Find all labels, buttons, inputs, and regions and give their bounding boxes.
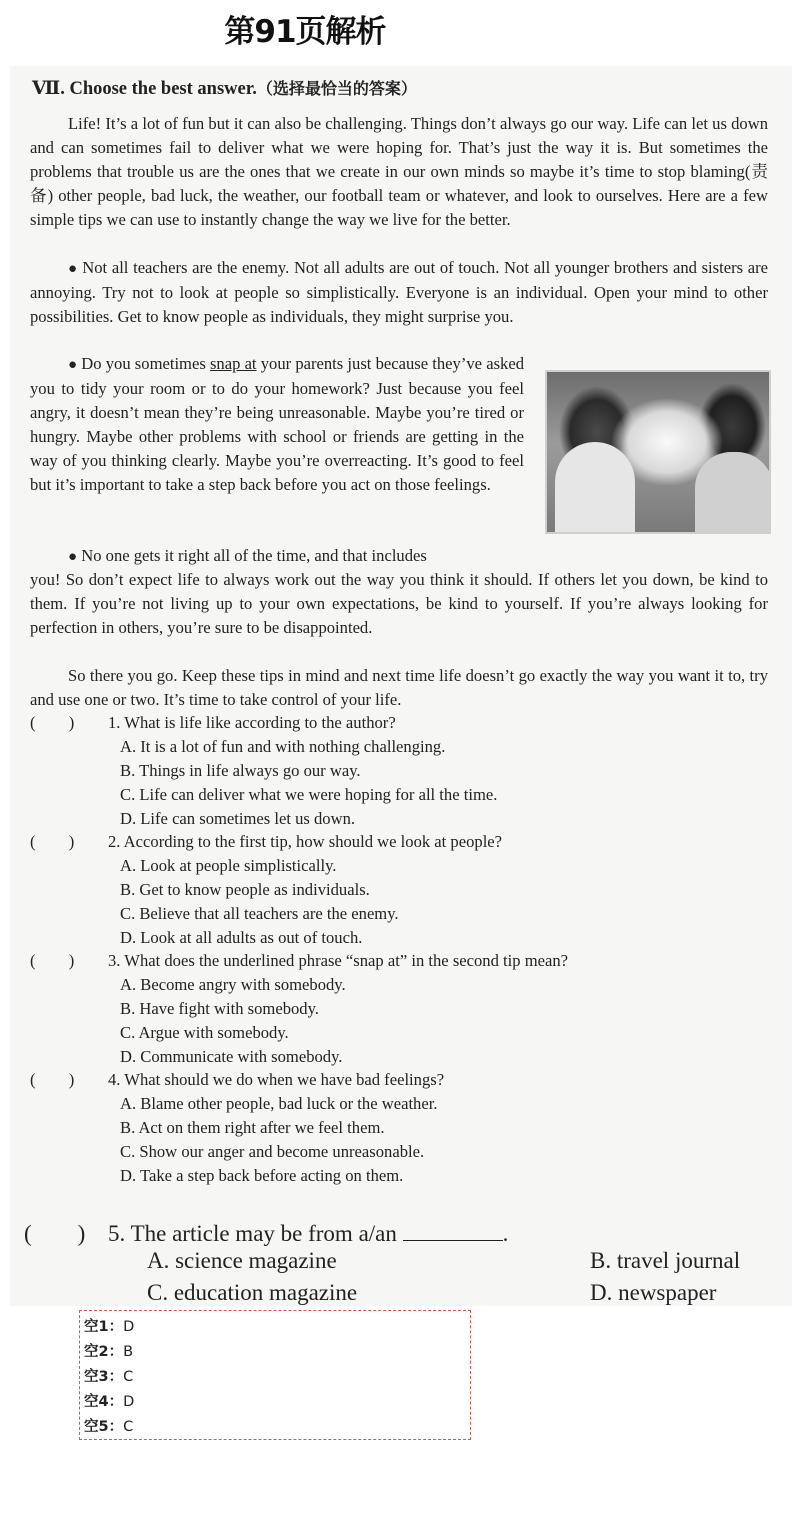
question-4: ( ) 4. What should we do when we have bad feelings? — [30, 1068, 444, 1092]
passage-paragraph-4: you! So don’t expect life to always work out the way you think it should. If others let you down, be kind to them. If you’re not living up to your own expectations, be kind to yourself. If you’re always looking for perfection in others, you’re sure to be disappointed. — [30, 570, 768, 637]
answer-row: 空2：B — [84, 1344, 134, 1360]
option-2c: C. Believe that all teachers are the enemy. — [120, 904, 399, 923]
option-4d: D. Take a step back before acting on them. — [120, 1166, 404, 1185]
section-heading-cn: （选择最恰当的答案） — [256, 79, 417, 98]
answer-row: 空4：D — [84, 1394, 135, 1410]
option-2a: A. Look at people simplistically. — [120, 856, 337, 875]
option-1a: A. It is a lot of fun and with nothing challenging. — [120, 737, 446, 756]
section-heading — [32, 76, 417, 100]
section-heading-en: Ⅶ. Choose the best answer. — [32, 79, 257, 99]
option-1d: D. Life can sometimes let us down. — [120, 809, 356, 828]
option-3b: B. Have fight with somebody. — [120, 999, 319, 1018]
option-1c: C. Life can deliver what we were hoping for all the time. — [120, 785, 498, 804]
option-1b: B. Things in life always go our way. — [120, 761, 361, 780]
passage-paragraph-4-first-line: ● No one gets it right all of the time, and that includes — [68, 546, 427, 565]
passage-paragraph-3: ● Do you sometimes snap at your parents just because they’ve asked you to tidy your room or to do your homework? Just because you feel angry, it doesn’t mean they’re being unreasonable. Maybe you’re tired or hungry. Maybe other problems with school or friends are getting in the way of you thinking clearly. Maybe you’re overreacting. It’s good to feel but it’s important to take a step back before you act on those feelings. — [30, 354, 524, 494]
person-left — [555, 442, 635, 534]
fill-in-blank — [403, 1222, 503, 1241]
bullet-icon: ● — [68, 357, 78, 373]
answer-row: 空1：D — [84, 1319, 135, 1335]
answer-bracket: ( ) — [30, 1070, 75, 1089]
question-1: ( ) 1. What is life like according to the author? — [30, 711, 396, 735]
passage-paragraph-5: So there you go. Keep these tips in mind and next time life doesn’t go exactly the way you want it to, try and use one or two. It’s time to take control of your life. — [30, 666, 768, 709]
passage-paragraph-1: Life! It’s a lot of fun but it can also be challenging. Things don’t always go our way. Life can let us down and can sometimes fail to deliver what we were hoping for. That’s just the way it is. But sometimes the problems that trouble us are the ones that we create in our own minds so maybe it’s time to stop blaming(责备) other people, bad luck, the weather, our football team or whatever, and look to ourselves. Here are a few simple tips we can use to instantly change the way we live for the better. — [30, 114, 768, 229]
answer-row: 空5：C — [84, 1419, 134, 1435]
answer-key — [79, 1310, 471, 1440]
option-5c: C. education magazine — [147, 1280, 358, 1305]
option-5a: A. science magazine — [147, 1248, 337, 1273]
option-2b: B. Get to know people as individuals. — [120, 880, 370, 899]
page-title: 第91页解析 — [224, 14, 386, 50]
answer-row: 空3：C — [84, 1369, 134, 1385]
person-right — [695, 452, 771, 534]
question-2: ( ) 2. According to the first tip, how should we look at people? — [30, 830, 502, 854]
option-4c: C. Show our anger and become unreasonable. — [120, 1142, 425, 1161]
answer-bracket: ( ) — [30, 951, 75, 970]
option-4a: A. Blame other people, bad luck or the weather. — [120, 1094, 438, 1113]
option-3c: C. Argue with somebody. — [120, 1023, 289, 1042]
option-2d: D. Look at all adults as out of touch. — [120, 928, 363, 947]
question-5: ( ) 5. The article may be from a/an . — [24, 1215, 508, 1248]
bullet-icon: ● — [68, 261, 78, 277]
answer-bracket: ( ) — [24, 1221, 86, 1246]
option-4b: B. Act on them right after we feel them. — [120, 1118, 385, 1137]
bullet-icon: ● — [68, 549, 78, 565]
answer-bracket: ( ) — [30, 832, 75, 851]
option-3d: D. Communicate with somebody. — [120, 1047, 343, 1066]
underlined-phrase: snap at — [209, 354, 257, 373]
passage-paragraph-2: ● Not all teachers are the enemy. Not all adults are out of touch. Not all younger brothers and sisters are annoying. Try not to look at people so simplistically. Everyone is an individual. Open your mind to other possibilities. Get to know people as individuals, they might surprise you. — [30, 258, 768, 326]
option-5d: D. newspaper — [590, 1280, 717, 1305]
option-3a: A. Become angry with somebody. — [120, 975, 346, 994]
option-5b: B. travel journal — [590, 1248, 741, 1273]
question-3: ( ) 3. What does the underlined phrase “snap at” in the second tip mean? — [30, 949, 568, 973]
answer-bracket: ( ) — [30, 713, 75, 732]
photo-two-men-arguing — [545, 370, 771, 534]
